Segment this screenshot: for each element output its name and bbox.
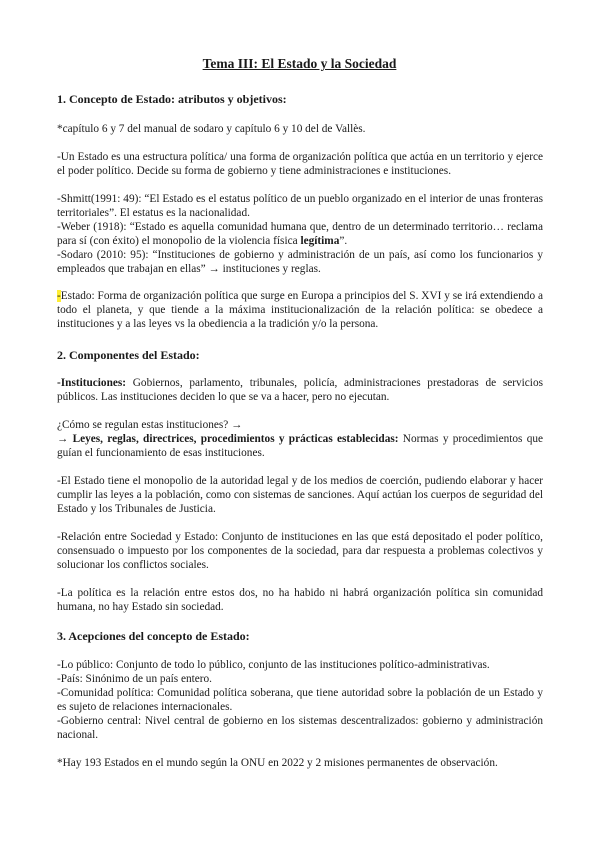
item-gobierno-central: -Gobierno central: Nivel central de gobierno en los sistemas descentralizados: gobierno y administración nacional. xyxy=(57,715,543,742)
highlight-mark: - xyxy=(57,290,61,302)
question-regulacion: ¿Cómo se regulan estas instituciones? → xyxy=(57,419,243,431)
paragraph-estado-definicion: -Un Estado es una estructura política/ una forma de organización política que actúa en un territorio y ejerce el poder político. Decide su forma de gobierno y tiene administraciones e instituciones. xyxy=(57,151,543,178)
weber-bold: legítima xyxy=(300,235,340,248)
leyes-bold: → Leyes, reglas, directrices, procedimientos y prácticas establecidas: xyxy=(57,433,399,445)
paragraph-estado-forma xyxy=(57,289,543,332)
leyes-text: Normas y procedimientos que guían el funcionamiento de esas instituciones. xyxy=(57,433,544,460)
paragraph-weber xyxy=(57,220,543,248)
instituciones-bold: -Instituciones: xyxy=(57,377,127,389)
footnote-estados-onu: *Hay 193 Estados en el mundo según la ONU en 2022 y 2 misiones permanentes de observación. xyxy=(57,757,498,769)
section-1-heading: 1. Concepto de Estado: atributos y objetivos: xyxy=(57,92,287,106)
paragraph-relacion: -Relación entre Sociedad y Estado: Conjunto de instituciones en las que está depositado el poder político, consensuado o impuesto por los componentes de la sociedad, para dar respuesta a problemas colectivos y solucionar los conflictos sociales. xyxy=(57,531,543,572)
item-pais: -País: Sinónimo de un país entero. xyxy=(57,673,213,685)
item-comunidad-politica: -Comunidad política: Comunidad política soberana, que tiene autoridad sobre la población de un Estado y es sujeto de relaciones internacionales. xyxy=(57,687,543,714)
paragraph-sodaro: -Sodaro (2010: 95): “Instituciones de gobierno y administración de un país, así como los funcionarios y empleados que trabajan en ellas” → instituciones y reglas. xyxy=(57,249,543,276)
estado-text: Estado: Forma de organización política que surge en Europa a principios del S. XVI y se irá extendiendo a todo el planeta, y que tiende a la máxima institucionalización de la relación política: se obedece a instituciones y a las leyes vs la obediencia a la tradición y/o la persona. xyxy=(57,290,543,331)
paragraph-leyes xyxy=(57,432,543,460)
instituciones-text: Gobiernos, parlamento, tribunales, policía, administraciones prestadoras de servicios públicos. Las instituciones deciden lo que se va a hacer, pero no ejecutan. xyxy=(57,377,543,404)
paragraph-monopolio: -El Estado tiene el monopolio de la autoridad legal y de los medios de coerción, pudiendo elaborar y hacer cumplir las leyes a la población, como con sistemas de sanciones. Aquí actúan los cuerpos de seguridad del Estado y los Tribunales de Justicia. xyxy=(57,475,543,516)
section-2-heading: 2. Componentes del Estado: xyxy=(57,348,200,362)
weber-end: ”. xyxy=(339,235,348,248)
paragraph-instituciones xyxy=(57,376,543,404)
weber-text: -Weber (1918): “Estado es aquella comunidad humana que, dentro de un determinado territorio… reclama para sí (con éxito) el monopolio de la violencia física xyxy=(57,221,543,248)
reference-note: *capítulo 6 y 7 del manual de sodaro y capítulo 6 y 10 del de Vallès. xyxy=(57,123,366,135)
paragraph-shmitt: -Shmitt(1991: 49): “El Estado es el estatus político de un pueblo organizado en el interior de unas fronteras territoriales”. El estatus es la nacionalidad. xyxy=(57,193,543,220)
paragraph-politica: -La política es la relación entre estos dos, no ha habido ni habrá organización política sin comunidad humana, no hay Estado sin sociedad. xyxy=(57,587,543,614)
section-3-heading: 3. Acepciones del concepto de Estado: xyxy=(57,629,250,643)
item-lo-publico: -Lo público: Conjunto de todo lo público, conjunto de las instituciones político-administrativas. xyxy=(57,659,490,671)
page-title: Tema III: El Estado y la Sociedad xyxy=(202,56,397,71)
